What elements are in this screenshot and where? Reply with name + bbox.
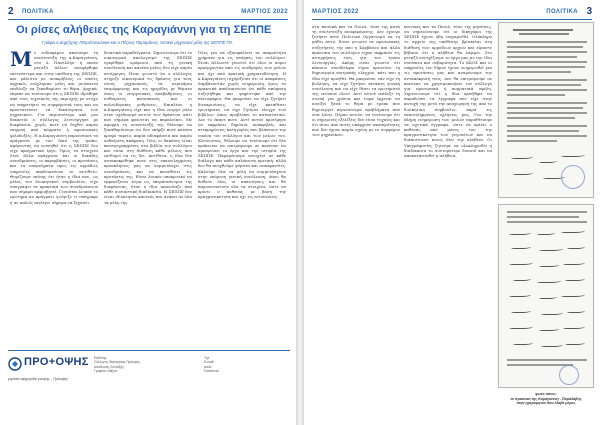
caption-line: φωτό πάνω:: [535, 392, 557, 396]
masthead-info-block-a: [94, 356, 140, 374]
masthead-line: Γραφεία: Αθήνα: [94, 369, 117, 374]
caption-line: στην ημερομηνία που έλαβε μέρος: [516, 401, 576, 405]
scanned-document-2: [498, 204, 594, 388]
section-label: ΠΟΛΙΤΙΚΑ: [546, 9, 578, 15]
masthead-line: Εκδότης:: [94, 356, 108, 360]
page-number: 3: [586, 6, 592, 17]
article-column-2-text: ποινικές και τα ΠοινΔ. τόσο της μηνύσεις, να σημειώσουμε ότι οι δικηγόροι της ΣΕΠΠΕ έχουν ήδη ενημερωθεί. Ολόκληρο το αρχείο της υπόθεσης βρίσκεται στη διάθεση των αρμόδιων αρχών και είμαστε βέβαιοι ότι η αλήθεια θα λάμψει. Στο μεταξύ συνεχίζουμε το έργο μας με την ίδια συνέπεια και σοβαρότητα. Το ΚΚΟΣ και οι υπηρεσίες του δήμου έχουν ενημερωθεί για τις προτάσεις μας και αναμένουμε την ανταπόκρισή τους. Δεν θα επιτρέψουμε σε κανέναν να χρησιμοποιήσει τον σύλλογο για προσωπικά ή κομματικά οφέλη. Σημειώνουμε ότι η ίδια αρνήθηκε να παραδώσει τα έγγραφα που είχε στην κατοχή της μετά την αποχώρησή της από το διοικητικό συμβούλιο, παρά τις επανειλημμένες οχλήσεις μας. Για την πλήρη ενημέρωση των μελών παραθέτουμε τα σχετικά έγγραφα, ώστε να κρίνει ο καθένας από μόνος του την πραγματικότητα των γεγονότων και να διαπιστώσει ποιος λέει την αλήθεια. Οι Υπογράφοντες ζητούμε να ολοκληρωθεί η διαδικασία το συντομότερο δυνατό και να αποκατασταθεί η αλήθεια.: [404, 24, 492, 158]
caption-line: το πρακτικό της Καραγιάννη - Παραλάβης: [510, 396, 582, 401]
page-number: 2: [8, 6, 14, 17]
article-column-2-text: δεικτικά παραδείγματα. Σημειώνουμε ότι το οικονομικό απολογισμό της ΣΕΠΠΕ εγκρίθηκε ομόφωνα από τη γενική συνέλευση και κανένα μέλος δεν είχε καμία αντίρρηση. Ήταν γνωστό ότι ο σύλλογος στήριζε οικονομικά τις δράσεις για τους νέους μηχανικούς, τα σεμινάρια επιμόρφωσης και τις ημερίδες με θέματα όπως οι ενεργειακές αναβαθμίσεις, οι αυθαίρετες κατασκευές και οι πολεοδομικές ρυθμίσεις. Επιπλέον, η κ.Καραγιάννη είχε και η ίδια ενεργό ρόλο στον σχεδιασμό αυτών των δράσεων, κάτι που σήμερα φαίνεται να παραλείπει. Με αφορμή τη συνέντευξή της θέλουμε να ξεκαθαρίσουμε ότι δεν υπήρξε ποτέ κανένα κρυφό ταμείο, καμία αδιαφάνεια και καμία αυθαίρετη απόφαση. Όλες οι δαπάνες είναι καταγεγραμμένες στα βιβλία του συλλόγου και είναι στη διάθεση κάθε μέλους που επιθυμεί να τις δει. Αντίθετα, η ίδια δεν ανταποκρίθηκε ποτέ στις επανειλημμένες προσκλήσεις μας να συμμετάσχει στις συνεδριάσεις και να καταθέσει τις προτάσεις της. Είναι λοιπόν υποκριτικό να εμφανίζεται τώρα ως υπερασπίστρια της διαφάνειας, όταν η ίδια απουσίαζε από κάθε ουσιαστική διαδικασία. Η ΣΕΠΠΕ δεν είναι ιδιοκτησία κανενός και ανήκει σε όλα τα μέλη της.: [104, 50, 192, 205]
stamp-icon: [561, 165, 585, 189]
issue-date: ΜΑΡΤΙΟΣ 2022: [241, 9, 288, 15]
drop-cap: Μ: [10, 50, 33, 71]
left-page-header: [8, 6, 288, 20]
article-column-1-text: στα ποινικά και τα ΠοινΔ. τόσο της κατά τη συνέντευξη αναφερόμενης. Δεν έχουμε ζητήσει ποτέ Πολιτικό Οργανισμό να τη μάθει αυτό. Είναι γνωστό σε προσωπικές συζητήσεις της που η Σαρβάνου και άλλα πρόσωπα του συλλόγου είχαν εκφράσει τις αντιρρήσεις τους για τον τρόπο λειτουργίας. Ακόμη είναι γνωστό ότι κάποιοι συνάδελφοι είχαν προτείνει τη δημιουργία επιτροπής ελέγχου, κάτι που η ίδια είχε αρνηθεί. Θα μπορούσε, εάν είχε τη βούληση, να είχε ζητήσει έκτακτη γενική συνέλευση και να είχε θέσει τα ερωτήματά της ενώπιον όλων. Αντί αυτού επέλεξε τη σιωπή για χρόνια και τώρα έρχεται να ανοίξει ξανά το θέμα με τρόπο που δημιουργεί περισσότερα προβλήματα από όσα λύνει. Πέραν αυτών, να τονίσουμε ότι οι σημερινές εξελίξεις δεν είναι τυχαίες και ότι πίσω από αυτές υπάρχουν σκοπιμότητες που δεν έχουν καμία σχέση με το συμφέρον των μηχανικών.: [312, 24, 400, 138]
masthead-info-block-b: [204, 356, 219, 374]
right-page-header: [312, 6, 592, 20]
masthead-line: Facebook:: [204, 369, 220, 374]
article-column-1: [10, 50, 98, 346]
masthead-line: Σύλλογος Ιδιοκτησίας Πρόοψης: [94, 360, 140, 365]
stamp-icon: [559, 365, 579, 385]
logo-text: ΠΡΟ+ΟΨΗΣ: [24, 356, 89, 368]
article-column-3-text: Όλες για να εξασφαλίσει τα απαραίτητα χρήματα για τις ανάγκες του συλλόγου. Είναι άλλωστε γνωστό ότι όλοι οι πόροι προέρχονταν από τις συνδρομές των μελών και όχι από κρατική χρηματοδότηση. Η κ.Καραγιάννη ισχυρίζεται ότι οι αποφάσεις λαμβάνονταν χωρίς ενημέρωση, όμως τα πρακτικά αποδεικνύουν ότι κάθε απόφαση συζητήθηκε και ψηφίστηκε από την πλειοψηφία. Θα μπορούσε να είχε ζητήσει διευκρινίσεις, να είχε καταθέσει ερωτήματα, να είχε ζητήσει έλεγχο των βιβλίων, όπως προβλέπει το καταστατικό. Δεν το έκανε ποτέ. Αντί αυτού προτίμησε να εκφράσει δημόσια ανακριβείς και ατεκμηρίωτες κατηγορίες που βλάπτουν την εικόνα του συλλόγου και των μελών του. Κλείνοντας, θέλουμε να τονίσουμε ότι δεν πρόκειται να επιτρέψουμε σε κανέναν να αμαυρώσει το έργο και την ιστορία της ΣΕΠΠΕ. Παραμένουμε ανοιχτοί σε κάθε διάλογο και κάθε καλόπιστη κριτική, αλλά δεν θα ανεχθούμε ψέματα και συκοφαντίες. Καλούμε όλα τα μέλη να συμμετάσχουν στην επόμενη γενική συνέλευση, όπου θα δοθούν όλες οι απαντήσεις και θα παρουσιαστούν όλα τα στοιχεία, ώστε να κρίνει ο καθένας με βάση την πραγματικότητα και όχι τις εντυπώσεις.: [198, 50, 286, 200]
scanned-document-1: [498, 22, 594, 198]
masthead-line: Διεύθυνση Σύνταξης:: [94, 364, 125, 369]
article-column-1-text: ε ενδιαφέρον ακούσαμε τη συνέντευξη της κ.Καραγιάννη, στο Δ. Πανελλην, η οποία μεταξύ άλλων αναφέρθηκε εκτενέστερα και στην υπόθεση της ΣΕΠΠΕ, και μάλιστα με ανακρίβειες οι οποίες αρχικώς ενόχλησαν μέλη και μετέπειτα επιδίωξε να ξεκαθαρίσει το θέμα. Αρχικά, έπρεπε να τονίσουμε ότι η ΣΕΠΠΕ ιδρύθηκε από τους τεχνικούς της περιοχής με στόχο να υπηρετήσει τα συμφέροντά τους και να προστατεύσει τα δικαιώματα των μηχανικών. Για περισσότερο από μια δεκαετία ο σύλλογος λειτούργησε με διαφάνεια, χωρίς ποτέ να δεχθεί καμία επιρροή από κόμματα ή προσωπικές φιλοδοξίες. Η κ.Καραγιάννη παρουσίασε τα πράγματα με τον δικό της τρόπο, αφήνοντας να εννοηθεί ότι η ΣΕΠΠΕ δεν είχε πραγματικό έργο. Όμως τα στοιχεία λένε άλλα πράγματα και οι δεκάδες συνεδριάσεις, οι παρεμβάσεις, οι προτάσεις και τα υπομνήματα προς τις αρμόδιες υπηρεσίες αποδεικνύουν το αντίθετο. Θυμίζουμε επίσης ότι ήταν η ίδια που, ως μέλος του διοικητικού συμβουλίου, είχε υπογράψει τα πρακτικά των συνεδριάσεων που σήμερα αμφισβητεί. Γεννάται λοιπόν το ερώτημα αν πράγματι γνώριζε τι υπέγραφε ή αν απλώς επιλέγει σήμερα να ξεχάσει.: [10, 50, 98, 205]
logo-mark-icon: [8, 357, 22, 371]
newspaper-masthead: [8, 350, 290, 418]
newspaper-logo: [8, 356, 89, 374]
left-page: [0, 0, 296, 425]
issue-date: ΜΑΡΤΙΟΣ 2022: [312, 9, 359, 15]
article-column-2: [404, 24, 492, 418]
article-column-3: [198, 50, 286, 346]
masthead-line: www.: [204, 364, 212, 369]
article-byline: Γράφει ο Δημήτρης Πατρέπονιώτικα και ο Πέτρος Παραμάνος, τοπικοί μηχανικοί μέλη της ΣΕΠΠΕ ΠΑ: [42, 40, 233, 45]
masthead-line: Τηλ:: [204, 356, 211, 360]
right-page: [304, 0, 600, 425]
masthead-tagline: μηνιαία εφημερίδα γνώμης - Πρόοψης: [8, 377, 69, 381]
article-column-2: [104, 50, 192, 346]
article-column-1: [312, 24, 400, 418]
masthead-line: E-mail:: [204, 360, 215, 365]
article-headline: Οι ρίσες αλήθειες της Καραγιάννη για τη ΣΕΠΠΕ: [16, 24, 272, 36]
page-gutter: [296, 0, 304, 425]
section-label: ΠΟΛΙΤΙΚΑ: [22, 9, 54, 15]
photo-caption: [498, 392, 594, 406]
